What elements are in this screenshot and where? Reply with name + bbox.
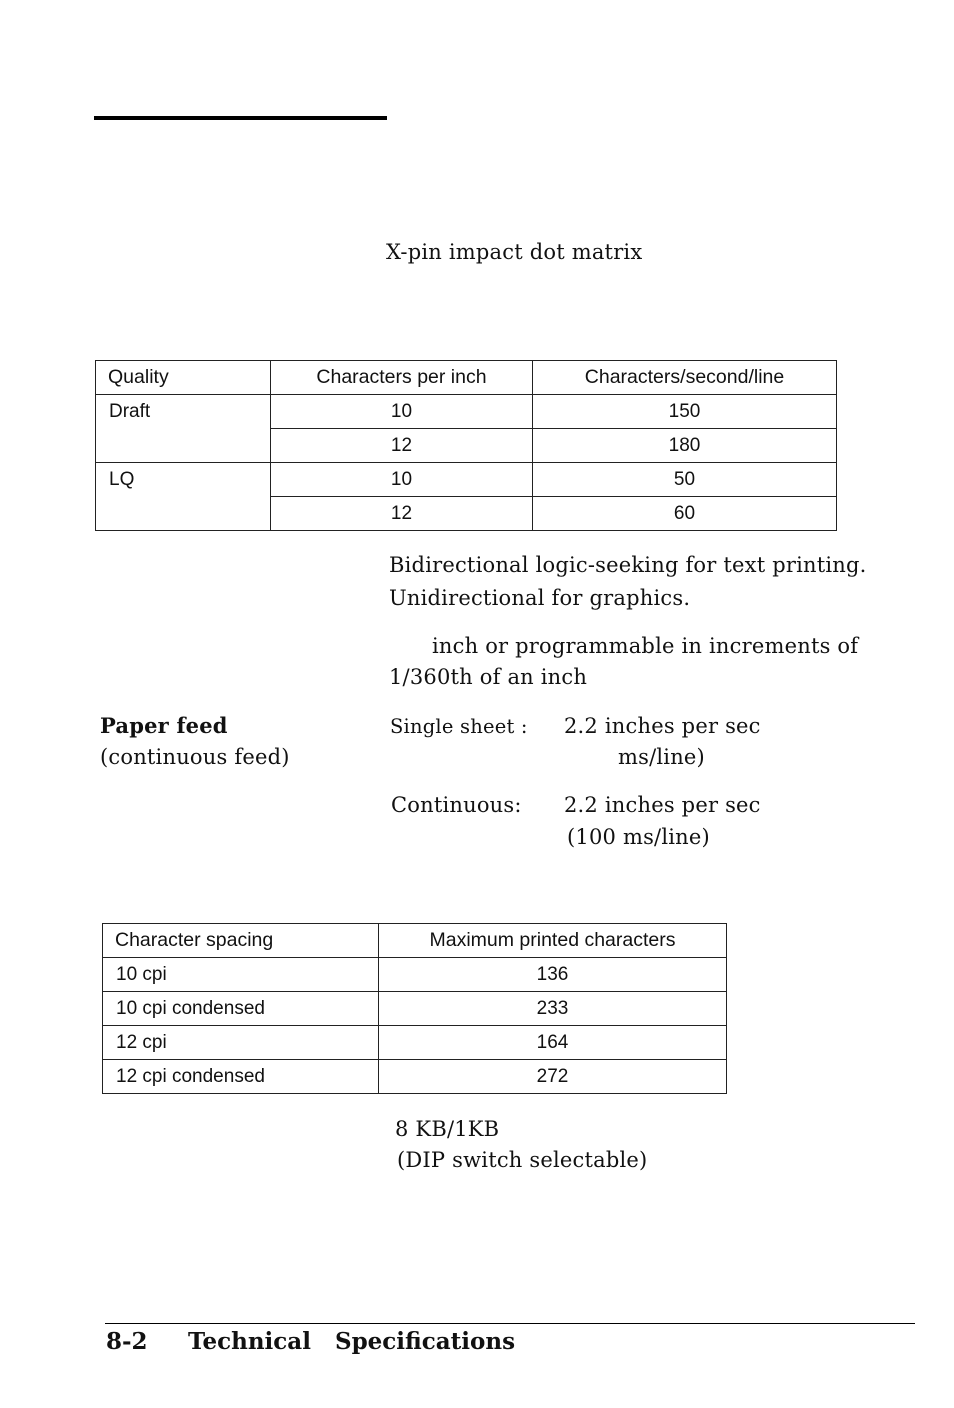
column-header: Quality xyxy=(96,361,271,395)
table-row xyxy=(103,1026,727,1060)
column-width-table xyxy=(102,923,727,1094)
spacing-cell: 10 cpi xyxy=(103,958,379,992)
print-speed-table xyxy=(95,360,837,531)
cps-cell: 150 xyxy=(533,395,837,429)
table-row xyxy=(96,395,837,429)
line-spacing-line-2: 1/360th of an inch xyxy=(389,665,588,689)
cps-cell: 60 xyxy=(533,497,837,531)
continuous-speed: 2.2 inches per sec xyxy=(564,793,761,817)
quality-cell: Draft xyxy=(96,395,271,463)
column-header: Maximum printed characters xyxy=(379,924,727,958)
footer-section-title: Technical Specifications xyxy=(188,1328,516,1355)
single-sheet-speed: 2.2 inches per sec xyxy=(564,714,761,738)
max-chars-cell: 233 xyxy=(379,992,727,1026)
cpi-cell: 10 xyxy=(271,463,533,497)
spacing-cell: 10 cpi condensed xyxy=(103,992,379,1026)
page-number: 8-2 xyxy=(106,1328,148,1355)
cpi-cell: 10 xyxy=(271,395,533,429)
print-method-value: X-pin impact dot matrix xyxy=(386,240,643,264)
cps-cell: 180 xyxy=(533,429,837,463)
table-header-row xyxy=(96,361,837,395)
buffer-note: (DIP switch selectable) xyxy=(397,1148,648,1172)
continuous-time: (100 ms/line) xyxy=(567,825,710,849)
table-row xyxy=(96,463,837,497)
table-row xyxy=(103,992,727,1026)
single-sheet-time: ms/line) xyxy=(618,745,705,769)
cps-cell: 50 xyxy=(533,463,837,497)
column-header: Character spacing xyxy=(103,924,379,958)
max-chars-cell: 272 xyxy=(379,1060,727,1094)
section-rule xyxy=(94,116,387,120)
buffer-size: 8 KB/1KB xyxy=(395,1117,500,1141)
line-spacing-line-1: inch or programmable in increments of xyxy=(432,634,859,658)
cpi-cell: 12 xyxy=(271,497,533,531)
paper-feed-sublabel: (continuous feed) xyxy=(100,745,290,769)
column-header: Characters/second/line xyxy=(533,361,837,395)
column-header: Characters per inch xyxy=(271,361,533,395)
table-row xyxy=(103,958,727,992)
direction-line-2: Unidirectional for graphics. xyxy=(389,586,691,610)
spacing-cell: 12 cpi xyxy=(103,1026,379,1060)
max-chars-cell: 136 xyxy=(379,958,727,992)
table-row xyxy=(103,1060,727,1094)
table-header-row xyxy=(103,924,727,958)
quality-cell: LQ xyxy=(96,463,271,531)
continuous-label: Continuous: xyxy=(391,793,522,817)
footer-rule xyxy=(105,1323,915,1324)
paper-feed-label: Paper feed xyxy=(100,713,228,738)
spacing-cell: 12 cpi condensed xyxy=(103,1060,379,1094)
max-chars-cell: 164 xyxy=(379,1026,727,1060)
direction-line-1: Bidirectional logic-seeking for text printing. xyxy=(389,553,867,577)
single-sheet-label: Single sheet : xyxy=(390,715,528,738)
cpi-cell: 12 xyxy=(271,429,533,463)
